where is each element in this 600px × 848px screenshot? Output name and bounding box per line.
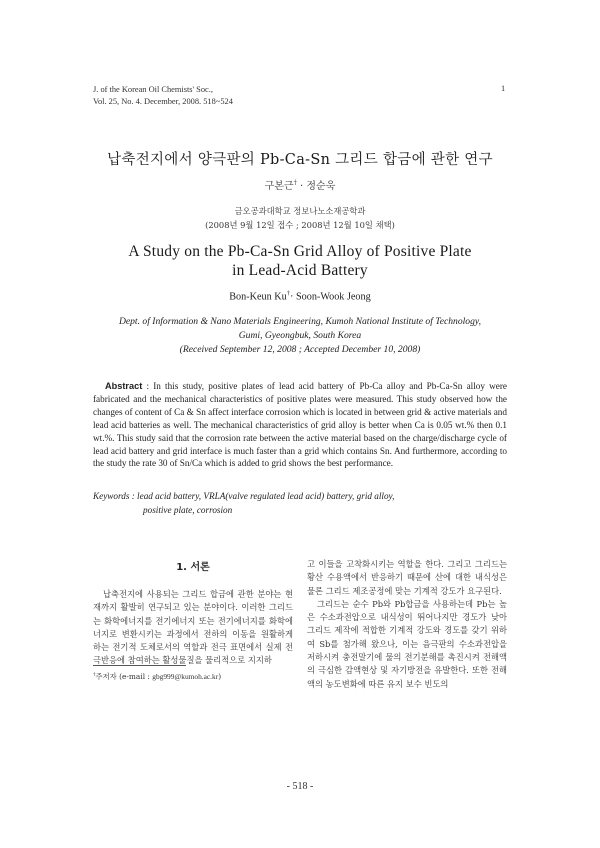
english-affiliation-line-2: Gumi, Gyeongbuk, South Korea [238, 330, 362, 342]
journal-name: J. of the Korean Oil Chemists' Soc., [93, 85, 213, 94]
footnote-divider [93, 665, 186, 666]
footnote-email: gbg999@kumoh.ac.kr [152, 672, 219, 681]
footnote-mark: † [93, 672, 96, 678]
english-corresponding-mark: † [286, 290, 291, 297]
abstract-label: Abstract [105, 381, 143, 391]
footnote-label: 주저자 (e-mail : [95, 672, 153, 681]
left-column [93, 588, 293, 668]
english-author-separator: · [290, 291, 296, 303]
right-column [307, 558, 507, 691]
footer-page-number: - 518 - [286, 781, 314, 792]
english-affiliation-block [0, 315, 600, 358]
korean-affiliation-block [0, 204, 600, 232]
journal-citation [93, 84, 233, 108]
intro-paragraph-1-continued: 고 이들을 고착화시키는 역할을 한다. 그리고 그리드는 황산 수용액에서 반응하기 때문에 산에 대한 내식성은 물론 그리드 제조공정에 맞는 기계적 강도가 요구된다. [307, 559, 507, 596]
journal-volume: Vol. 25, No. 4. December, 2008. 518~524 [93, 97, 233, 106]
footnote [93, 671, 221, 682]
korean-author-2: 정순욱 [306, 181, 336, 192]
korean-dates: (2008년 9월 12일 접수 ; 2008년 12월 10일 채택) [205, 220, 395, 230]
intro-paragraph-1: 납축전지에 사용되는 그리드 합금에 관한 분야는 현재까지 활발히 연구되고 있는 분야이다. 이러한 그리드는 화학에너지를 전기에너지 또는 전기에너지를 화학에너지로 변환시키는 과정에서 전하의 이동을 원활하게 하는 전기적 도체로서의 역할과 전극 표면에서 실제 전극반응에 참여하는 활성물질을 물리적으로 지지하 [93, 589, 293, 666]
korean-author-1: 구본근 [264, 181, 294, 192]
english-dates: (Received September 12, 2008 ; Accepted December 10, 2008) [179, 344, 421, 356]
header-page-number: 1 [501, 84, 506, 93]
english-title-line-2: in Lead-Acid Battery [232, 261, 368, 279]
corresponding-mark: † [293, 178, 297, 187]
english-author-2: Soon-Wook Jeong [295, 291, 371, 303]
keywords-line-2: positive plate, corrosion [143, 504, 233, 515]
keywords-line-1: Keywords : lead acid battery, VRLA(valve regulated lead acid) battery, grid alloy, [93, 491, 395, 501]
english-author-1: Bon-Keun Ku [229, 291, 287, 303]
intro-paragraph-2: 그리드는 순수 Pb와 Pb합금을 사용하는데 Pb는 높은 수소과전압으로 내식성이 뛰어나지만 경도가 낮아 그리드 제작에 적합한 기계적 강도와 경도를 갖기 위하여 Sb를 첨가해 왔으나, 이는 음극판의 수소과전압을 저하시켜 충전말기에 물의 전기분해를 촉진시켜 전해액의 극심한 감액현상 및 자기방전을 유발한다. 또한 전해액의 농도변화에 따른 유지 보수 빈도의 [307, 598, 507, 689]
english-affiliation-line-1: Dept. of Information & Nano Materials Engineering, Kumoh National Institute of Technology, [118, 316, 482, 327]
keywords [93, 490, 507, 517]
korean-affiliation: 금오공과대학교 정보나노소재공학과 [234, 206, 366, 216]
abstract-text: : In this study, positive plates of lead acid battery of Pb-Ca alloy and Pb-Ca-Sn alloy were fabricated and the mechanical characteristics of positive plates were measured. This study observed how the changes of content of Ca & Sn affect interface corrosion which is located in between grid & active materials and lead acid batteries as well. The mechanical characteristics of grid alloy is better when Ca is 0.05 wt.% then 0.1 wt.%. This study said that the corrosion rate between the active material based on the charge/discharge cycle of lead acid battery and grid interface is much faster than a grid which contains Sn. And furthermore, according to the study the rate 30 of Sn/Ca which is added to grid shows the best performance. [93, 381, 507, 469]
section-heading-introduction: 1. 서론 [176, 562, 210, 573]
abstract [93, 380, 507, 470]
korean-title: 납축전지에서 양극판의 Pb-Ca-Sn 그리드 합금에 관한 연구 [107, 152, 493, 168]
korean-authors [0, 177, 600, 192]
english-title-line-1: A Study on the Pb-Ca-Sn Grid Alloy of Positive Plate [128, 243, 472, 260]
english-title [0, 243, 600, 280]
author-separator: · [296, 181, 307, 192]
footnote-close: ) [218, 672, 222, 681]
english-authors [0, 290, 600, 302]
